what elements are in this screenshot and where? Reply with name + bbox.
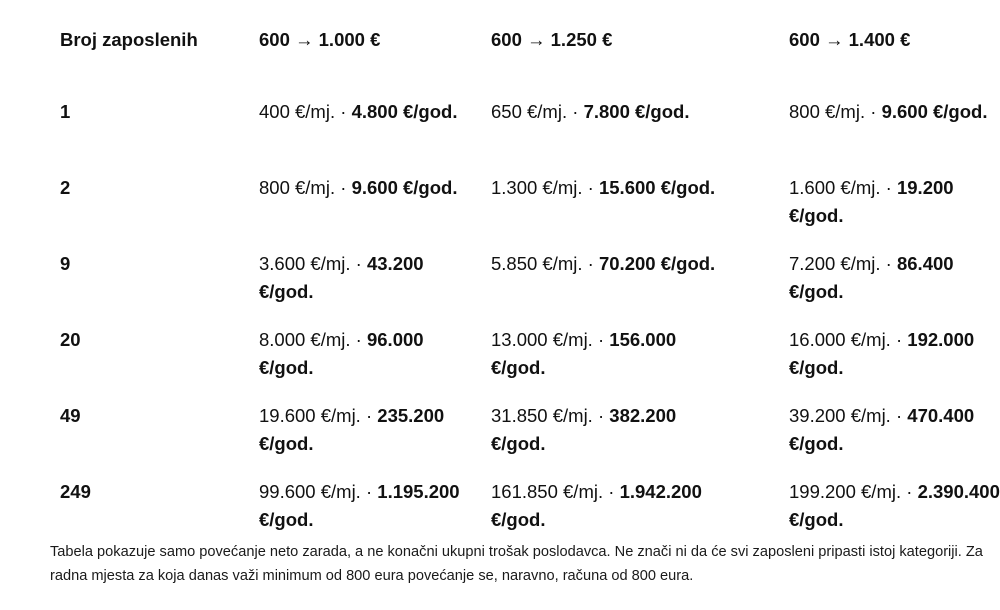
monthly-cost: 7.200 €/mj. [789, 253, 881, 274]
yearly-cost: 70.200 €/god. [598, 253, 716, 274]
cost-cell [789, 250, 1000, 306]
yearly-cost: 7.800 €/god. [583, 101, 690, 122]
separator-dot: · [603, 481, 620, 502]
cost-cell [491, 326, 731, 382]
separator-dot: · [582, 177, 599, 198]
yearly-cost: 192.000 €/god. [789, 329, 975, 378]
cost-cell [491, 478, 731, 534]
cost-cell [259, 174, 479, 202]
monthly-cost: 1.300 €/mj. [491, 177, 583, 198]
separator-dot: · [350, 253, 367, 274]
separator-dot: · [350, 329, 367, 350]
monthly-cost: 400 €/mj. [259, 101, 336, 122]
cost-cell [789, 98, 1000, 126]
employee-count: 49 [60, 405, 81, 426]
yearly-cost: 382.200 €/god. [491, 405, 677, 454]
cost-cell [259, 250, 479, 306]
employee-count: 20 [60, 329, 81, 350]
employee-count: 249 [60, 481, 91, 502]
yearly-cost: 96.000 €/god. [259, 329, 424, 378]
monthly-cost: 3.600 €/mj. [259, 253, 351, 274]
cost-cell [789, 402, 1000, 458]
cost-cell [259, 402, 479, 458]
monthly-cost: 13.000 €/mj. [491, 329, 593, 350]
monthly-cost: 800 €/mj. [789, 101, 866, 122]
monthly-cost: 19.600 €/mj. [259, 405, 361, 426]
monthly-cost: 39.200 €/mj. [789, 405, 891, 426]
yearly-cost: 156.000 €/god. [491, 329, 677, 378]
monthly-cost: 1.600 €/mj. [789, 177, 881, 198]
table-header-row [60, 26, 1000, 56]
cost-cell [259, 326, 479, 382]
yearly-cost: 235.200 €/god. [259, 405, 445, 454]
cost-cell [259, 478, 479, 534]
monthly-cost: 16.000 €/mj. [789, 329, 891, 350]
separator-dot: · [901, 481, 918, 502]
employee-count: 1 [60, 101, 71, 122]
yearly-cost: 43.200 €/god. [259, 253, 424, 302]
yearly-cost: 4.800 €/god. [351, 101, 458, 122]
separator-dot: · [865, 101, 882, 122]
cost-cell [789, 326, 1000, 382]
employee-count: 9 [60, 253, 71, 274]
separator-dot: · [592, 405, 610, 426]
separator-dot: · [582, 253, 599, 274]
cost-cell [491, 402, 731, 458]
monthly-cost: 800 €/mj. [259, 177, 336, 198]
table-footnote: Tabela pokazuje samo povećanje neto zarada, a ne konačni ukupni trošak poslodavca. Ne znači ni da će svi zaposleni pripasti istoj kategoriji. Za radna mjesta za koja danas važi minimum od 800 eura povećanje se, naravno, računa od 800 eura. [50, 544, 983, 584]
yearly-cost: 470.400 €/god. [789, 405, 975, 454]
monthly-cost: 31.850 €/mj. [491, 405, 593, 426]
cost-cell [491, 250, 731, 278]
cost-cell [491, 98, 731, 126]
yearly-cost: 1.942.200 €/god. [491, 481, 702, 530]
separator-dot: · [880, 253, 897, 274]
header-scenario-1000: 600 → 1.000 € [259, 29, 381, 50]
monthly-cost: 199.200 €/mj. [789, 481, 902, 502]
monthly-cost: 161.850 €/mj. [491, 481, 604, 502]
separator-dot: · [880, 177, 897, 198]
employee-count: 2 [60, 177, 71, 198]
yearly-cost: 9.600 €/god. [351, 177, 458, 198]
yearly-cost: 9.600 €/god. [881, 101, 988, 122]
separator-dot: · [592, 329, 610, 350]
cost-cell [259, 98, 479, 126]
salary-increase-table [60, 0, 1000, 530]
monthly-cost: 99.600 €/mj. [259, 481, 361, 502]
header-scenario-1250: 600 → 1.250 € [491, 29, 613, 50]
header-scenario-1400: 600 → 1.400 € [789, 29, 911, 50]
yearly-cost: 15.600 €/god. [598, 177, 716, 198]
separator-dot: · [890, 329, 908, 350]
cost-cell [491, 174, 731, 202]
header-employees: Broj zaposlenih [60, 29, 198, 50]
yearly-cost: 86.400 €/god. [789, 253, 954, 302]
monthly-cost: 5.850 €/mj. [491, 253, 583, 274]
separator-dot: · [890, 405, 908, 426]
monthly-cost: 650 €/mj. [491, 101, 568, 122]
cost-cell [789, 478, 1000, 534]
monthly-cost: 8.000 €/mj. [259, 329, 351, 350]
separator-dot: · [360, 405, 378, 426]
separator-dot: · [567, 101, 584, 122]
separator-dot: · [360, 481, 378, 502]
yearly-cost: 1.195.200 €/god. [259, 481, 460, 530]
separator-dot: · [335, 177, 352, 198]
separator-dot: · [335, 101, 352, 122]
yearly-cost: 19.200 €/god. [789, 177, 954, 226]
yearly-cost: 2.390.400 €/god. [789, 481, 1000, 530]
cost-cell [789, 174, 1000, 230]
